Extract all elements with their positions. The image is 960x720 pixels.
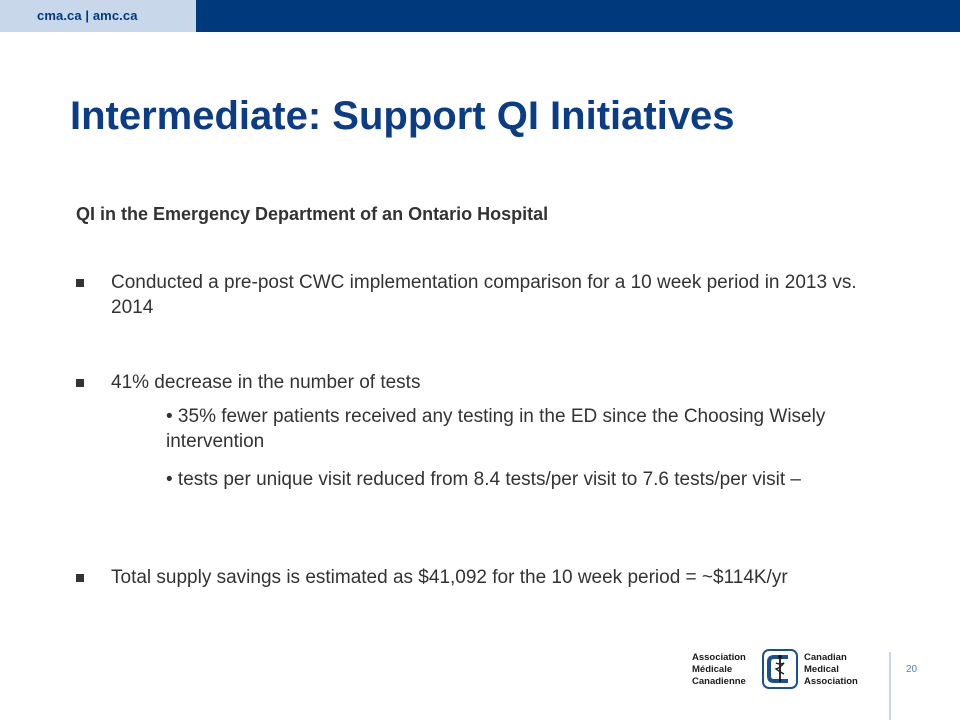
- site-tab[interactable]: [0, 0, 196, 32]
- slide-subtitle: QI in the Emergency Department of an Ontario Hospital: [76, 204, 549, 224]
- square-bullet-icon: [76, 574, 84, 582]
- site-label[interactable]: cma.ca | amc.ca: [37, 8, 138, 23]
- sub-bullet-item: • tests per unique visit reduced from 8.4 tests/per visit to 7.6 tests/per visit –: [166, 469, 801, 490]
- slide-title: Intermediate: Support QI Initiatives: [70, 94, 735, 138]
- cma-logo: [692, 649, 872, 691]
- top-banner: [0, 0, 960, 32]
- footer-divider: [889, 652, 891, 720]
- bullet-item: [76, 370, 866, 395]
- square-bullet-icon: [76, 379, 84, 387]
- bullet-item: [76, 565, 866, 590]
- bullet-item: [76, 270, 866, 320]
- page-number: 20: [906, 664, 918, 675]
- sub-bullet-item: • 35% fewer patients received any testing in the ED since the Choosing Wisely intervention: [166, 406, 826, 452]
- logo-text-english: Canadian Medical Association: [804, 652, 858, 687]
- caduceus-emblem-icon: [762, 649, 798, 689]
- logo-text-french: Association Médicale Canadienne: [692, 652, 746, 687]
- bullet-text: Conducted a pre-post CWC implementation comparison for a 10 week period in 2013 vs. 2014: [111, 272, 857, 318]
- square-bullet-icon: [76, 279, 84, 287]
- bullet-text: 41% decrease in the number of tests: [111, 372, 421, 393]
- bullet-text: Total supply savings is estimated as $41,092 for the 10 week period = ~$114K/yr: [111, 567, 788, 588]
